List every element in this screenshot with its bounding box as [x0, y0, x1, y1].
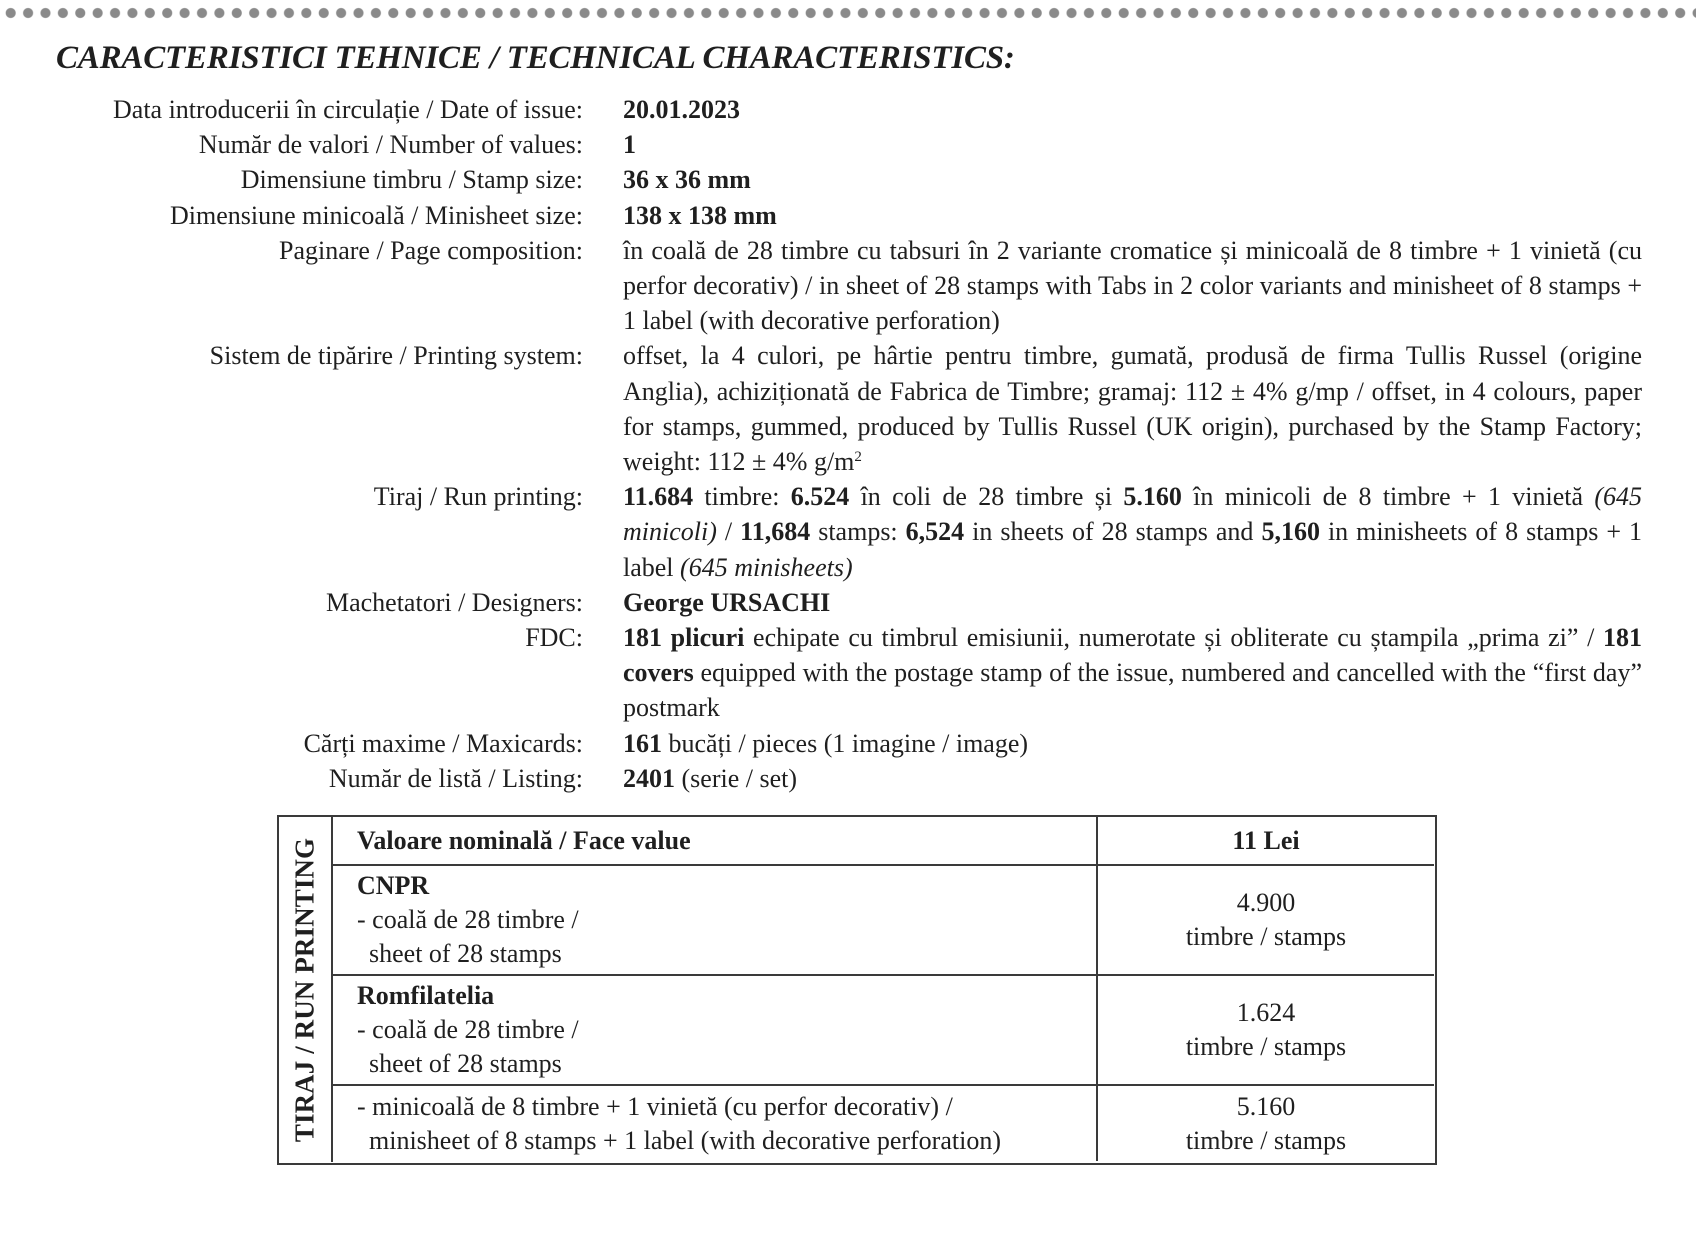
ro-text-3: în minicoli de 8 timbre + 1 vinietă	[1181, 482, 1595, 512]
spec-row-run-printing	[30, 479, 1642, 585]
printing-system-value	[623, 338, 1642, 479]
en-total: 11,684	[740, 517, 811, 547]
spec-label: Machetatori / Designers:	[325, 587, 583, 617]
spec-row-maxicards	[30, 726, 1642, 761]
spec-label: Număr de valori / Number of values:	[198, 130, 583, 160]
maxicards-bold: 161	[623, 728, 662, 758]
quantity-value: 1.624	[1236, 998, 1296, 1027]
spec-label: FDC:	[525, 623, 583, 653]
row-line-2: minisheet of 8 stamps + 1 label (with decorative perforation)	[369, 1125, 1001, 1155]
en-text-3: in minisheets of 8 stamps + 1 label	[623, 517, 1642, 582]
ro-text-1: timbre:	[693, 482, 791, 512]
face-value	[1097, 817, 1434, 865]
quantity-unit: timbre / stamps	[1185, 1125, 1347, 1155]
row-line-2: sheet of 28 stamps	[369, 1049, 562, 1078]
quantity-unit: timbre / stamps	[1185, 1032, 1347, 1061]
en-note: (645 minisheets)	[680, 552, 853, 582]
fdc-ro-bold: 181 plicuri	[623, 623, 745, 653]
spec-label: Dimensiune timbru / Stamp size:	[240, 165, 583, 195]
row-description	[333, 1085, 1097, 1161]
run-printing-value	[623, 479, 1642, 585]
specs-table	[30, 92, 1642, 796]
row-line-1: - minicoală de 8 timbre + 1 vinietă (cu perfor decorativ) /	[357, 1091, 953, 1121]
spec-row-fdc	[30, 620, 1642, 726]
spec-value	[623, 162, 1642, 197]
number-of-values-value: 1	[623, 130, 636, 160]
face-value-label-text: Valoare nominală / Face value	[357, 825, 691, 855]
separator: /	[716, 517, 741, 547]
spec-row-minisheet-size	[30, 198, 1642, 233]
en-text-1: stamps:	[810, 517, 906, 547]
printing-system-text: offset, la 4 culori, pe hârtie pentru timbre, gumată, produsă de firma Tullis Russel (origine Anglia), achiziționată de Fabrica de Timbre; gramaj: 112 ± 4% g/mp / offset, in 4 colours, paper for stamps, gummed, produced by Tullis Russel (UK origin), purchased by the Stamp Factory; weight: 112 ± 4% g/m	[623, 341, 1642, 477]
spec-label: Cărți maxime / Maxicards:	[303, 728, 583, 758]
row-line-1: - coală de 28 timbre /	[357, 1015, 579, 1044]
spec-label: Data introducerii în circulație / Date of issue:	[113, 95, 583, 124]
listing-text: (serie / set)	[675, 763, 798, 793]
quantity-value: 5.160	[1236, 1091, 1296, 1121]
ro-sheets: 6.524	[790, 482, 850, 512]
page-composition-value: în coală de 28 timbre cu tabsuri în 2 variante cromatice și minicoală de 8 timbre + 1 vinietă (cu perfor decorativ) / in sheet of 28 stamps with Tabs in 2 color variants and minisheet of 8 stamps + 1 label (with decorative perforation)	[623, 235, 1642, 336]
spec-label: Sistem de tipărire / Printing system:	[209, 341, 583, 371]
fdc-ro-text: echipate cu timbrul emisiunii, numerotate și obliterate cu ștampila „prima zi” /	[744, 623, 1603, 653]
perforation-border	[0, 6, 1696, 20]
ro-note: (645 minicoli)	[623, 482, 1642, 547]
row-name: Romfilatelia	[357, 981, 495, 1010]
spec-value	[623, 198, 1642, 233]
row-description	[333, 865, 1097, 975]
spec-row-designers	[30, 585, 1642, 620]
quantity-value: 4.900	[1236, 888, 1296, 917]
spec-label: Paginare / Page composition:	[278, 235, 583, 265]
stamp-size-value: 36 x 36 mm	[623, 165, 751, 195]
spec-row-values	[30, 127, 1642, 162]
spec-row-date	[30, 92, 1642, 127]
spec-value	[623, 127, 1642, 162]
face-value-label	[333, 817, 1097, 865]
side-label-text: TIRAJ / RUN PRINTING	[289, 837, 320, 1142]
row-description	[333, 975, 1097, 1085]
listing-value	[623, 761, 1642, 796]
table-row	[333, 1085, 1434, 1161]
quantity-unit: timbre / stamps	[1185, 922, 1347, 951]
en-minisheets: 5,160	[1261, 517, 1320, 547]
fdc-en-bold: 181 covers	[623, 623, 1642, 688]
spec-row-printing-system	[30, 338, 1642, 479]
row-quantity	[1097, 865, 1434, 975]
spec-value	[623, 92, 1642, 127]
row-line-1: - coală de 28 timbre /	[357, 905, 579, 934]
date-of-issue-value: 20.01.2023	[623, 95, 740, 124]
maxicards-value	[623, 726, 1642, 761]
fdc-value	[623, 620, 1642, 726]
table-row	[333, 975, 1434, 1085]
table-header-row	[333, 817, 1434, 865]
run-printing-table	[333, 817, 1434, 1161]
superscript: 2	[854, 449, 862, 466]
en-sheets: 6,524	[905, 517, 965, 547]
en-text-2: in sheets of 28 stamps and	[964, 517, 1262, 547]
spec-label: Număr de listă / Listing:	[328, 763, 583, 793]
row-name: CNPR	[357, 871, 430, 900]
run-printing-box	[277, 815, 1437, 1165]
run-printing-side-label	[279, 817, 333, 1162]
minisheet-size-value: 138 x 138 mm	[623, 200, 777, 230]
spec-label: Dimensiune minicoală / Minisheet size:	[169, 200, 583, 230]
ro-text-2: în coli de 28 timbre și	[849, 482, 1124, 512]
fdc-en-text: equipped with the postage stamp of the issue, numbered and cancelled with the “first day” postmark	[623, 658, 1642, 723]
spec-row-stamp-size	[30, 162, 1642, 197]
spec-row-page-composition	[30, 233, 1642, 339]
ro-total: 11.684	[623, 482, 694, 512]
spec-row-listing	[30, 761, 1642, 796]
ro-minisheets: 5.160	[1123, 482, 1182, 512]
designers-value: George URSACHI	[623, 587, 831, 617]
face-value-text: 11 Lei	[1232, 825, 1300, 855]
row-line-2: sheet of 28 stamps	[369, 939, 562, 968]
spec-value	[623, 585, 1642, 620]
table-row	[333, 865, 1434, 975]
page-title: CARACTERISTICI TEHNICE / TECHNICAL CHARACTERISTICS:	[56, 40, 1015, 76]
listing-bold: 2401	[623, 763, 675, 793]
row-quantity	[1097, 975, 1434, 1085]
maxicards-text: bucăți / pieces (1 imagine / image)	[662, 728, 1029, 758]
spec-label: Tiraj / Run printing:	[373, 482, 583, 512]
row-quantity	[1097, 1085, 1434, 1161]
